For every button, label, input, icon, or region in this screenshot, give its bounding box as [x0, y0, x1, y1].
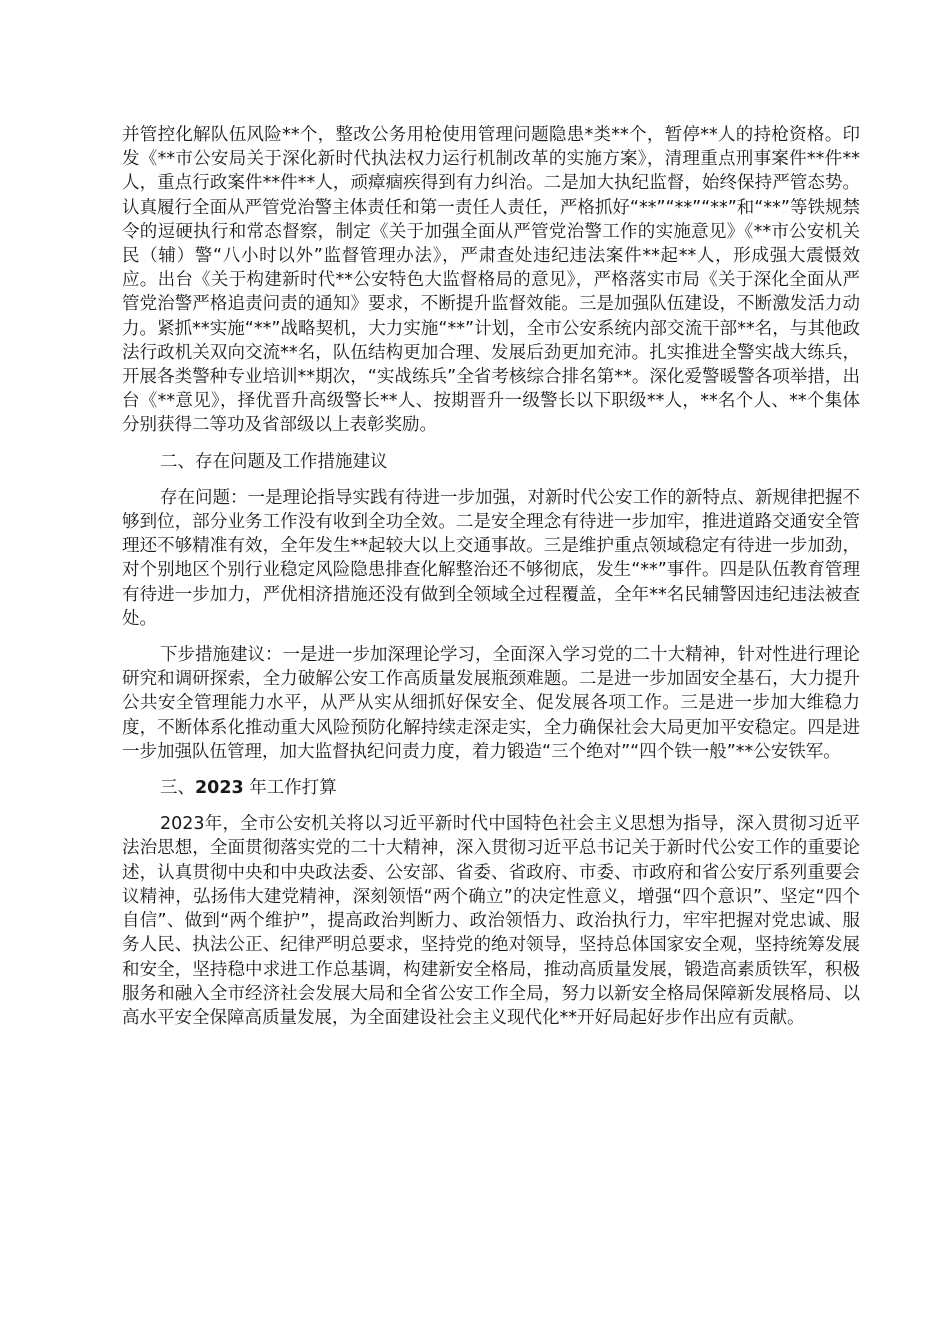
section-heading-3 — [122, 776, 860, 800]
paragraph-continuation: 并管控化解队伍风险**个，整改公务用枪使用管理问题隐患*类**个，暂停**人的持枪资格。印发《**市公安局关于深化新时代执法权力运行机制改革的实施方案》，清理重点刑事案件**件**人，重点行政案件**件**人，顽瘴痼疾得到有力纠治。二是加大执纪监督，始终保持严管态势。认真履行全面从严管党治警主体责任和第一责任人责任，严格抓好“**”“**”“**”和“**”等铁规禁令的逗硬执行和常态督察，制定《关于加强全面从严管党治警工作的实施意见》《**市公安机关民（辅）警“八小时以外”监督管理办法》，严肃查处违纪违法案件**起**人，形成强大震慑效应。出台《关于构建新时代**公安特色大监督格局的意见》，严格落实市局《关于深化全面从严管党治警严格追责问责的通知》要求，不断提升监督效能。三是加强队伍建设，不断激发活力动力。紧抓**实施“**”战略契机，大力实施“**”计划，全市公安系统内部交流干部**名，与其他政法行政机关双向交流**名，队伍结构更加合理、发展后劲更加充沛。扎实推进全警实战大练兵，开展各类警种专业培训**期次，“实战练兵”全省考核综合排名第**。深化爱警暖警各项举措，出台《**意见》，择优晋升高级警长**人、按期晋升一级警长以下职级**人，**名个人、**个集体分别获得二等功及省部级以上表彰奖励。 — [122, 125, 860, 436]
document-body — [122, 123, 860, 1030]
section-heading-2: 二、存在问题及工作措施建议 — [160, 451, 388, 472]
paragraph-plan: 2023年，全市公安机关将以习近平新时代中国特色社会主义思想为指导，深入贯彻习近平法治思想，全面贯彻落实党的二十大精神，深入贯彻习近平总书记关于新时代公安工作的重要论述，认真贯彻中央和中央政法委、公安部、省委、省政府、市委、市政府和省公安厅系列重要会议精神，弘扬伟大建党精神，深刻领悟“两个确立”的决定性意义，增强“四个意识”、坚定“四个自信”、做到“两个维护”，提高政治判断力、政治领悟力、政治执行力，牢牢把握对党忠诚、服务人民、执法公正、纪律严明总要求，坚持党的绝对领导，坚持总体国家安全观，坚持统筹发展和安全，坚持稳中求进工作总基调，构建新安全格局，推动高质量发展，锻造高素质铁军，积极服务和融入全市经济社会发展大局和全省公安工作全局，努力以新安全格局保障新发展格局、以高水平安全保障高质量发展，为全面建设社会主义现代化**开好局起好步作出应有贡献。 — [122, 814, 860, 1028]
heading-3-prefix: 三、 — [160, 778, 195, 799]
heading-3-year: 2023 — [195, 778, 244, 799]
paragraph-measures: 下步措施建议：一是进一步加深理论学习，全面深入学习党的二十大精神，针对性进行理论研究和调研探索，全力破解公安工作高质量发展瓶颈难题。二是进一步加固安全基石，大力提升公共安全管理能力水平，从严从实从细抓好保安全、促发展各项工作。三是进一步加大维稳力度，不断体系化推动重大风险预防化解持续走深走实，全力确保社会大局更加平安稳定。四是进一步加强队伍管理，加大监督执纪问责力度，着力锻造“三个绝对”“四个铁一般”**公安铁军。 — [122, 645, 860, 762]
heading-3-suffix: 年工作打算 — [249, 778, 337, 799]
paragraph-problems: 存在问题：一是理论指导实践有待进一步加强，对新时代公安工作的新特点、新规律把握不够到位，部分业务工作没有收到全功全效。二是安全理念有待进一步加牢，推进道路交通安全管理还不够精准有效，全年发生**起较大以上交通事故。三是维护重点领域稳定有待进一步加劲，对个别地区个别行业稳定风险隐患排查化解整治还不够彻底，发生“**”事件。四是队伍教育管理有待进一步加力，严优相济措施还没有做到全领域全过程覆盖，全年**名民辅警因违纪违法被查处。 — [122, 487, 860, 629]
